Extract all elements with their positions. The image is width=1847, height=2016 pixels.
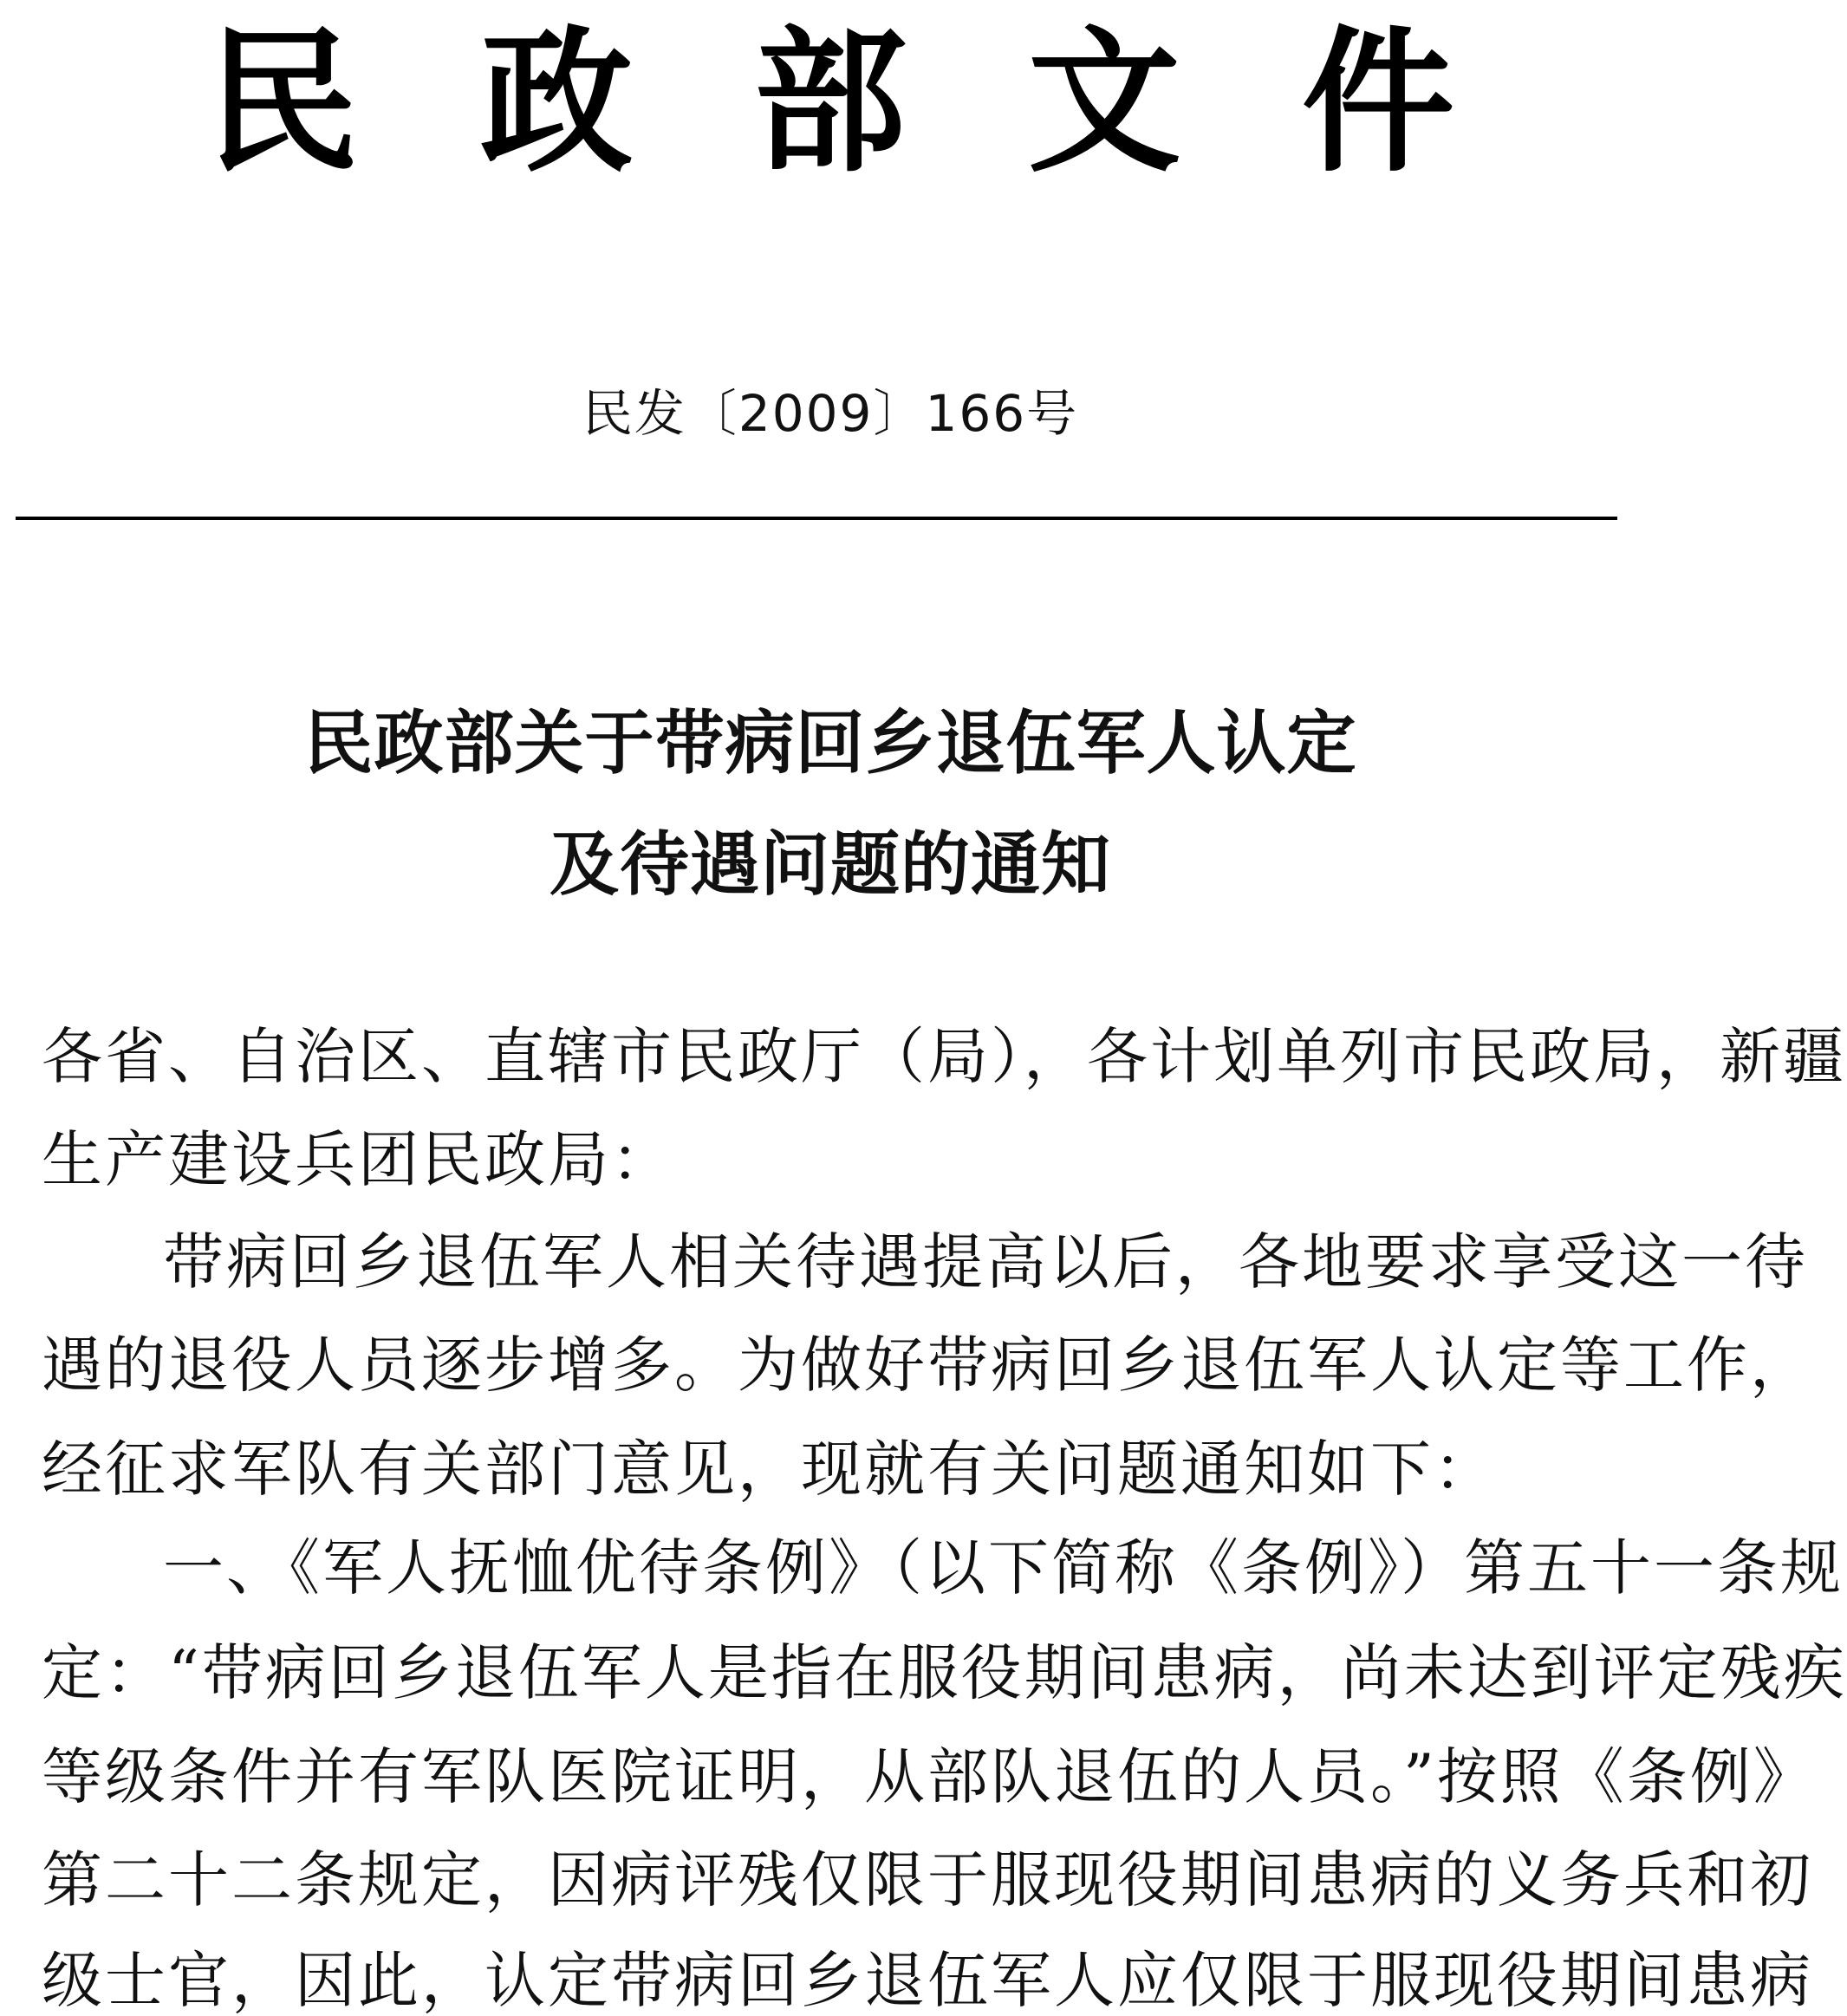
document-number: 民发〔2009〕166号 <box>582 384 1079 443</box>
masthead-char: 文 <box>1028 10 1181 194</box>
masthead-char: 件 <box>1302 10 1455 194</box>
body-line: 生产建设兵团民政局： <box>42 1124 674 1195</box>
body-line: 各省、自治区、直辖市民政厅（局），各计划单列市民政局，新疆 <box>42 1021 1846 1092</box>
notice-title-line-1: 民政部关于带病回乡退伍军人认定 <box>303 703 1357 784</box>
body-line: 经征求军队有关部门意见，现就有关问题通知如下： <box>42 1434 1497 1505</box>
body-line: 第二十二条规定，因病评残仅限于服现役期间患病的义务兵和初 <box>42 1844 1813 1915</box>
body-line: 级士官，因此，认定带病回乡退伍军人应仅限于服现役期间患病 <box>42 1945 1813 2016</box>
notice-title-line-2: 及待遇问题的通知 <box>550 824 1111 905</box>
body-line: 等级条件并有军队医院证明，从部队退伍的人员。”按照《条例》 <box>42 1741 1817 1812</box>
body-line: 遇的退役人员逐步增多。为做好带病回乡退伍军人认定等工作， <box>42 1330 1813 1401</box>
masthead-char: 政 <box>480 10 634 194</box>
body-line: 定：“带病回乡退伍军人是指在服役期间患病，尚未达到评定残疾 <box>42 1637 1847 1708</box>
masthead-char: 民 <box>206 10 360 194</box>
masthead <box>0 10 1661 194</box>
divider-rule <box>16 517 1617 520</box>
body-line: 一、《军人抚恤优待条例》（以下简称《条例》）第五十一条规 <box>163 1532 1844 1603</box>
body-line: 带病回乡退伍军人相关待遇提高以后，各地要求享受这一待 <box>163 1226 1808 1297</box>
masthead-char: 部 <box>754 10 907 194</box>
